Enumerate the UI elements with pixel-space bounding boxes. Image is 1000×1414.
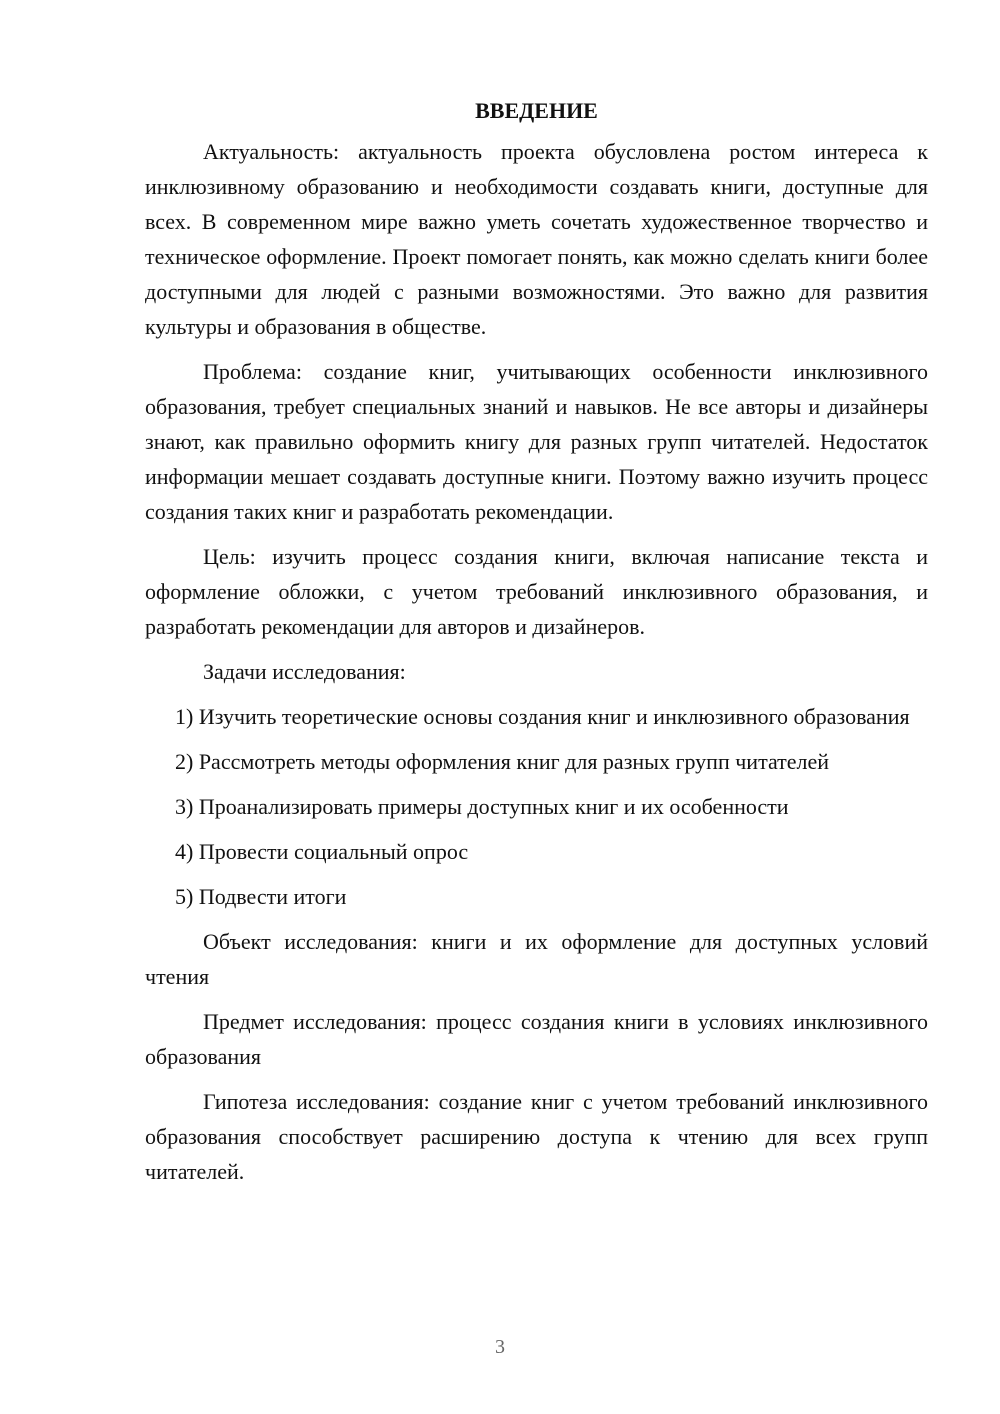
hypothesis-paragraph: Гипотеза исследования: создание книг с учетом требований инклюзивного образования способствует расширению доступа к чтению для всех групп читателей. <box>145 1089 928 1184</box>
page-content <box>145 93 928 1199</box>
task-item: 3) Проанализировать примеры доступных книг и их особенности <box>175 794 789 819</box>
relevance-paragraph: Актуальность: актуальность проекта обусловлена ростом интереса к инклюзивному образованию и необходимости создавать книги, доступные для всех. В современном мире важно уметь сочетать художественное творчество и техническое оформление. Проект помогает понять, как можно сделать книги более доступными для людей с разными возможностями. Это важно для развития культуры и образования в обществе. <box>145 139 928 339</box>
task-item: 2) Рассмотреть методы оформления книг для разных групп читателей <box>175 749 830 774</box>
page-title: ВВЕДЕНИЕ <box>475 98 598 123</box>
task-item: 1) Изучить теоретические основы создания книг и инклюзивного образования <box>175 704 910 729</box>
task-item: 4) Провести социальный опрос <box>175 839 469 864</box>
tasks-heading: Задачи исследования: <box>203 659 406 684</box>
task-item: 5) Подвести итоги <box>175 884 347 909</box>
tasks-list <box>145 699 928 914</box>
goal-paragraph: Цель: изучить процесс создания книги, включая написание текста и оформление обложки, с учетом требований инклюзивного образования, и разработать рекомендации для авторов и дизайнеров. <box>145 544 928 639</box>
page-number: 3 <box>495 1336 505 1358</box>
subject-paragraph: Предмет исследования: процесс создания книги в условиях инклюзивного образования <box>145 1009 928 1069</box>
object-paragraph: Объект исследования: книги и их оформление для доступных условий чтения <box>145 929 928 989</box>
problem-paragraph: Проблема: создание книг, учитывающих особенности инклюзивного образования, требует специальных знаний и навыков. Не все авторы и дизайнеры знают, как правильно оформить книгу для разных групп читателей. Недостаток информации мешает создавать доступные книги. Поэтому важно изучить процесс создания таких книг и разработать рекомендации. <box>145 359 928 524</box>
